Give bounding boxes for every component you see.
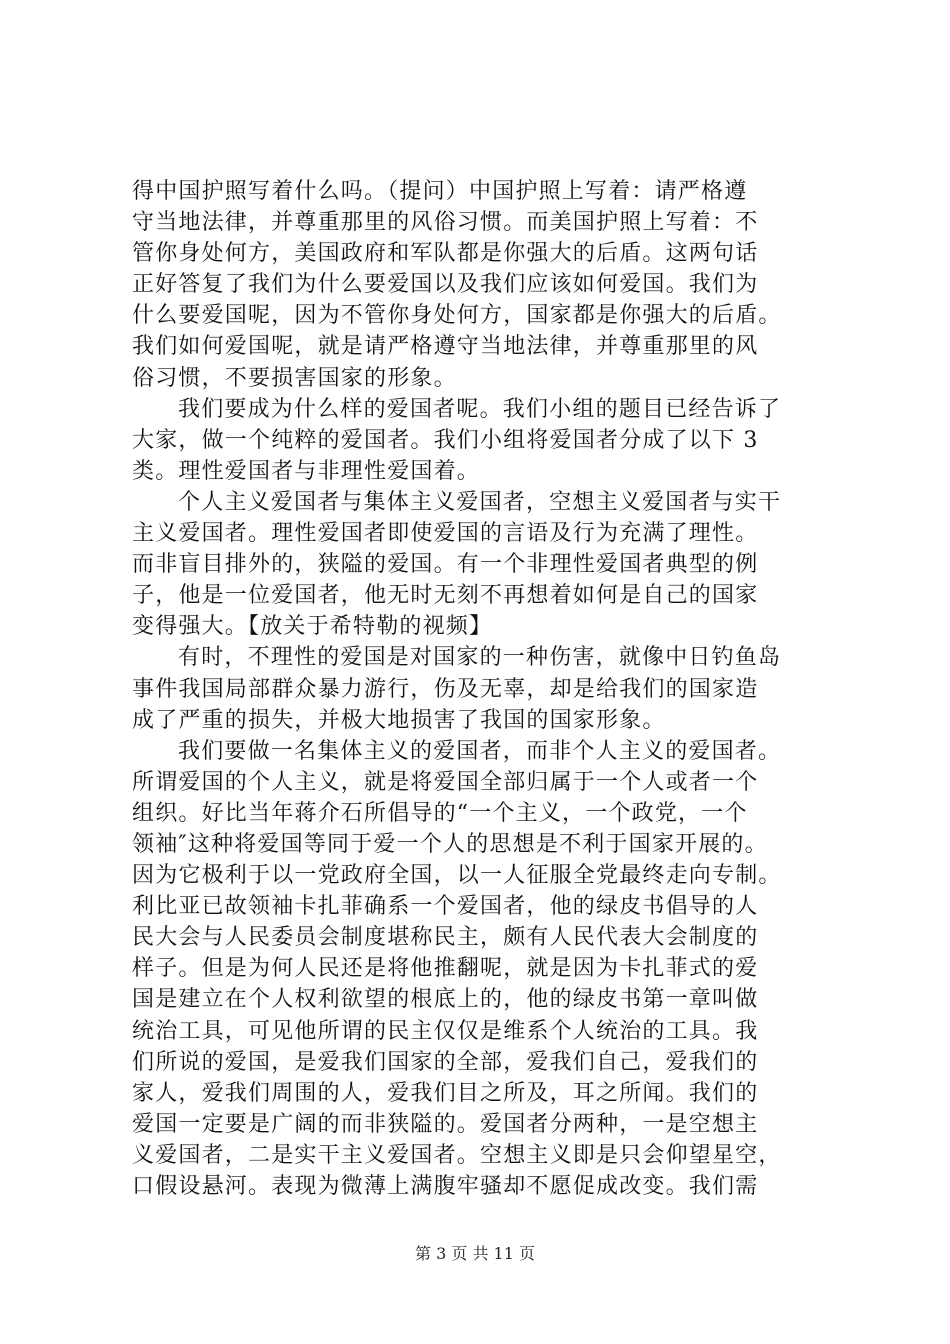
text-line: 类。理性爱国者与非理性爱国着。 <box>132 458 481 484</box>
text-line: 口假设悬河。表现为微薄上满腹牢骚却不愿促成改变。我们需 <box>132 1174 759 1199</box>
text-line: 因为它极利于以一党政府全国，以一人征服全党最终走向专制。 <box>132 863 782 889</box>
text-line: 利比亚已故领袖卡扎菲确系一个爱国者，他的绿皮书倡导的人 <box>132 894 759 920</box>
paragraph-start-line: 有时，不理性的爱国是对国家的一种伤害，就像中日钓鱼岛 <box>178 645 782 671</box>
text-line: 管你身处何方，美国政府和军队都是你强大的后盾。这两句话 <box>132 241 759 267</box>
text-line: 大家，做一个纯粹的爱国者。我们小组将爱国者分成了以下 3 <box>132 427 759 453</box>
text-line: 我们如何爱国呢，就是请严格遵守当地法律，并尊重那里的风 <box>132 334 759 360</box>
text-line: 领袖″这种将爱国等同于爱一个人的思想是不利于国家开展的。 <box>132 831 768 857</box>
text-line: 而非盲目排外的，狭隘的爱国。有一个非理性爱国者典型的例 <box>132 552 759 578</box>
text-line: 义爱国者，二是实干主义爱国者。空想主义即是只会仰望星空， <box>132 1142 782 1168</box>
text-line: 统治工具，可见他所谓的民主仅仅是维系个人统治的工具。我 <box>132 1018 759 1044</box>
text-line: 家人，爱我们周围的人，爱我们目之所及，耳之所闻。我们的 <box>132 1080 759 1106</box>
text-line: 样子。但是为何人民还是将他推翻呢，就是因为卡扎菲式的爱 <box>132 956 759 982</box>
text-line: 什么要爱国呢，因为不管你身处何方，国家都是你强大的后盾。 <box>132 303 782 329</box>
paragraph-start-line: 我们要成为什么样的爱国者呢。我们小组的题目已经告诉了 <box>178 396 782 422</box>
text-line: 国是建立在个人权利欲望的根底上的，他的绿皮书第一章叫做 <box>132 987 759 1013</box>
text-line: 俗习惯，不要损害国家的形象。 <box>132 365 457 391</box>
paragraph-start-line: 我们要做一名集体主义的爱国者，而非个人主义的爱国者。 <box>178 738 782 764</box>
text-line: 成了严重的损失，并极大地损害了我国的国家形象。 <box>132 707 666 733</box>
paragraph-start-line: 个人主义爱国者与集体主义爱国者，空想主义爱国者与实干 <box>178 489 782 515</box>
text-line: 变得强大。【放关于希特勒的视频】 <box>132 614 493 640</box>
text-line: 组织。好比当年蒋介石所倡导的“一个主义，一个政党，一个 <box>132 800 748 826</box>
page-number-footer: 第 3 页 共 11 页 <box>415 1244 535 1263</box>
text-line: 民大会与人民委员会制度堪称民主，颇有人民代表大会制度的 <box>132 925 759 951</box>
text-line: 得中国护照写着什么吗。（提问）中国护照上写着：请严格遵 <box>132 179 748 204</box>
text-line: 子，他是一位爱国者，他无时无刻不再想着如何是自己的国家 <box>132 583 759 609</box>
text-line: 们所说的爱国，是爱我们国家的全部，爱我们自己，爱我们的 <box>132 1049 759 1075</box>
text-line: 正好答复了我们为什么要爱国以及我们应该如何爱国。我们为 <box>132 272 759 298</box>
body-text <box>132 176 832 1202</box>
text-line: 主义爱国者。理性爱国者即使爱国的言语及行为充满了理性。 <box>132 521 759 547</box>
text-line: 事件我国局部群众暴力游行，伤及无辜，却是给我们的国家造 <box>132 676 759 702</box>
text-line: 所谓爱国的个人主义，就是将爱国全部归属于一个人或者一个 <box>132 769 759 795</box>
text-line: 守当地法律，并尊重那里的风俗习惯。而美国护照上写着：不 <box>132 210 759 236</box>
text-line: 爱国一定要是广阔的而非狭隘的。爱国者分两种，一是空想主 <box>132 1111 759 1137</box>
